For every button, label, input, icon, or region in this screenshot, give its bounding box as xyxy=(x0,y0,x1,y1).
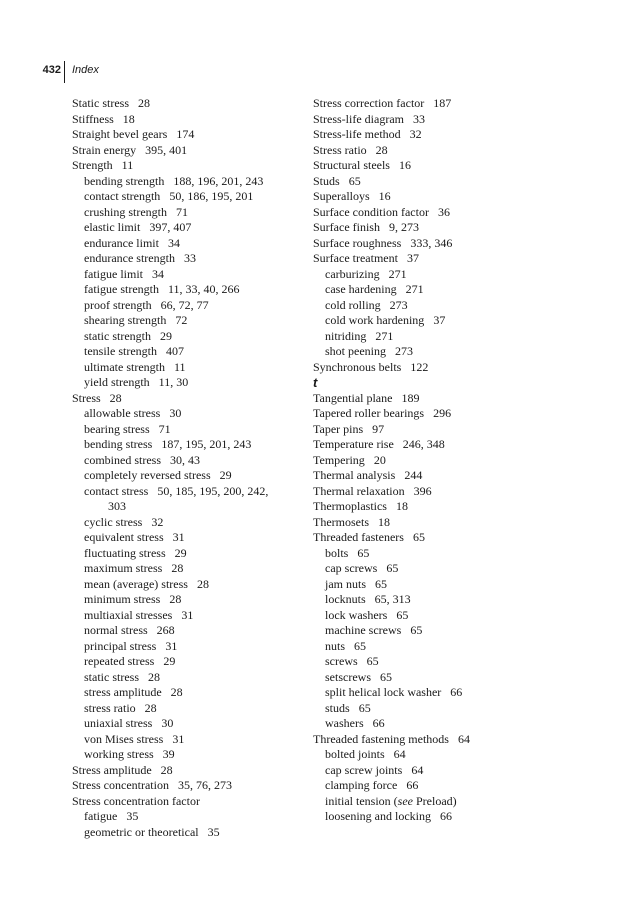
index-entry xyxy=(313,515,563,531)
page-refs: 39 xyxy=(162,747,175,761)
index-entry xyxy=(313,251,563,267)
page-refs: 28 xyxy=(171,561,184,575)
index-subentry xyxy=(313,546,563,562)
page-refs: 29 xyxy=(159,328,172,343)
index-term: von Mises stress xyxy=(84,731,164,746)
page-refs: 50, 185, 195, 200, 242, xyxy=(157,483,269,498)
index-term: Surface treatment xyxy=(313,251,398,265)
index-term: contact strength xyxy=(84,189,161,203)
index-subentry xyxy=(72,701,302,717)
index-entry xyxy=(313,391,563,407)
page-refs: 395, 401 xyxy=(145,142,188,157)
index-subentry xyxy=(72,530,302,546)
index-entry xyxy=(313,437,563,453)
index-subentry xyxy=(72,205,302,221)
index-term: bolts xyxy=(325,545,349,560)
page-refs: 273 xyxy=(395,344,413,358)
index-term: shot peening xyxy=(325,344,386,358)
index-term: static stress xyxy=(84,669,139,684)
index-term: Temperature rise xyxy=(313,437,394,451)
index-subentry xyxy=(72,437,302,453)
page-refs: 11 xyxy=(121,158,134,172)
index-term: setscrews xyxy=(325,669,371,684)
index-term: principal stress xyxy=(84,638,157,653)
page-refs: 33 xyxy=(183,251,196,265)
index-term: Static stress xyxy=(72,96,129,110)
page-refs: 66 xyxy=(372,716,385,730)
index-term: ultimate strength xyxy=(84,359,165,374)
index-subentry xyxy=(72,592,302,608)
page-refs: 65 xyxy=(396,607,409,622)
index-term: bearing stress xyxy=(84,421,150,436)
page-refs: 64 xyxy=(393,747,406,761)
page-refs: 66 xyxy=(450,685,463,699)
page-refs: 31 xyxy=(165,638,178,653)
section-title: Index xyxy=(72,64,99,76)
index-term: locknuts xyxy=(325,592,366,606)
index-term: Tempering xyxy=(313,452,365,467)
index-subentry xyxy=(313,592,563,608)
page-refs: 28 xyxy=(375,142,388,157)
page-refs: 30, 43 xyxy=(170,452,200,467)
page-refs: 18 xyxy=(122,111,135,126)
index-entry xyxy=(72,158,302,174)
index-term: Stress concentration factor xyxy=(72,793,200,808)
index-term: clamping force xyxy=(325,778,398,792)
page-refs: 122 xyxy=(410,359,429,374)
page-refs: 32 xyxy=(409,127,422,141)
page-refs: 97 xyxy=(372,421,385,436)
index-term: Stress ratio xyxy=(313,142,367,157)
index-entry xyxy=(72,112,302,128)
index-subentry xyxy=(72,654,302,670)
page-refs: 65 xyxy=(386,561,399,575)
index-term: contact stress xyxy=(84,483,149,498)
index-entry xyxy=(313,236,563,252)
index-term: cap screw joints xyxy=(325,762,403,777)
page-number: 432 xyxy=(42,64,61,76)
index-subentry xyxy=(72,577,302,593)
index-term: proof strength xyxy=(84,297,152,312)
index-term: Stress correction factor xyxy=(313,96,425,110)
index-subentry xyxy=(313,561,563,577)
page-refs: 33 xyxy=(412,111,425,126)
page-refs: 31 xyxy=(172,530,185,544)
index-term: initial tension ( xyxy=(325,793,398,808)
index-term: loosening and locking xyxy=(325,809,431,823)
index-term: t xyxy=(313,375,318,390)
index-entry xyxy=(313,96,563,112)
page-refs: 71 xyxy=(158,421,171,436)
index-term: stress amplitude xyxy=(84,685,162,699)
page-refs: 187, 195, 201, 243 xyxy=(161,437,252,451)
index-entry xyxy=(313,422,563,438)
index-term: minimum stress xyxy=(84,592,161,606)
index-subentry xyxy=(313,809,563,825)
index-subentry xyxy=(72,406,302,422)
index-term: Superalloys xyxy=(313,189,370,203)
page-refs: 271 xyxy=(388,266,407,281)
see-target: Preload) xyxy=(412,793,457,808)
page-refs: 16 xyxy=(378,189,391,203)
index-subentry xyxy=(72,344,302,360)
index-term: Synchronous belts xyxy=(313,359,402,374)
index-subentry xyxy=(313,282,563,298)
page-refs: 187 xyxy=(433,96,452,110)
index-subentry xyxy=(313,623,563,639)
page-refs: 35, 76, 273 xyxy=(177,778,232,792)
index-subentry xyxy=(313,685,563,701)
page-refs: 35 xyxy=(126,809,139,823)
index-term: cold rolling xyxy=(325,297,381,312)
index-entry xyxy=(313,453,563,469)
index-subentry xyxy=(72,825,302,841)
index-term: mean (average) stress xyxy=(84,576,188,591)
index-term: Thermal analysis xyxy=(313,468,396,482)
index-entry xyxy=(313,530,563,546)
index-term: cyclic stress xyxy=(84,514,143,529)
index-term: washers xyxy=(325,716,364,730)
index-entry xyxy=(313,468,563,484)
index-term: studs xyxy=(325,700,350,715)
index-subentry xyxy=(72,313,302,329)
index-term: combined stress xyxy=(84,452,161,467)
page-refs: 65 xyxy=(412,530,425,544)
page-refs: 36 xyxy=(437,204,450,219)
index-subentry xyxy=(313,778,563,794)
page-refs: 28 xyxy=(138,96,150,110)
index-entry xyxy=(72,143,302,159)
index-entry xyxy=(72,794,302,810)
index-term: completely reversed stress xyxy=(84,468,211,482)
index-term: fatigue limit xyxy=(84,266,143,281)
index-entry xyxy=(313,112,563,128)
index-subentry xyxy=(72,282,302,298)
page-refs: 65 xyxy=(357,545,370,560)
index-term: endurance limit xyxy=(84,235,159,250)
index-subentry xyxy=(72,189,302,205)
page-refs: 28 xyxy=(109,390,122,405)
index-entry xyxy=(72,778,302,794)
index-term: Structural steels xyxy=(313,158,390,172)
page-refs: 28 xyxy=(169,592,182,606)
page-refs: 65 xyxy=(358,700,371,715)
index-entry xyxy=(72,127,302,143)
index-term: bolted joints xyxy=(325,747,385,761)
page-refs: 50, 186, 195, 201 xyxy=(169,189,254,203)
index-term: static strength xyxy=(84,328,151,343)
page-refs: 29 xyxy=(163,654,176,668)
index-term: Surface condition factor xyxy=(313,204,429,219)
page-refs: 246, 348 xyxy=(402,437,445,451)
index-term: Surface finish xyxy=(313,220,380,234)
index-entry xyxy=(72,391,302,407)
page-refs: 65 xyxy=(348,173,361,188)
page-refs: 20 xyxy=(373,452,386,467)
index-term: uniaxial stress xyxy=(84,716,153,730)
page-refs: 396 xyxy=(413,483,432,498)
index-subentry xyxy=(72,623,302,639)
index-entry xyxy=(313,406,563,422)
index-subentry xyxy=(72,468,302,484)
index-term: stress ratio xyxy=(84,700,136,715)
index-term: working stress xyxy=(84,747,154,761)
page-refs: 11, 30 xyxy=(158,375,189,389)
see-reference: see xyxy=(397,793,413,808)
page-refs: 65, 313 xyxy=(374,592,411,606)
page-refs: 271 xyxy=(375,328,394,343)
index-term: bending strength xyxy=(84,173,165,188)
index-term: multiaxial stresses xyxy=(84,607,173,622)
index-subentry xyxy=(72,685,302,701)
index-term: Studs xyxy=(313,173,340,188)
page-refs: 28 xyxy=(170,685,183,699)
index-term: Strength xyxy=(72,158,113,172)
index-subentry xyxy=(72,732,302,748)
page-refs: 9, 273 xyxy=(388,220,419,234)
page-refs: 66, 72, 77 xyxy=(160,297,209,312)
index-subentry xyxy=(72,639,302,655)
index-term: fatigue strength xyxy=(84,282,159,296)
page-refs: 28 xyxy=(160,762,173,777)
index-subentry xyxy=(313,267,563,283)
index-term: Stress xyxy=(72,390,101,405)
index-term: equivalent stress xyxy=(84,530,164,544)
index-subentry xyxy=(72,298,302,314)
index-entry xyxy=(313,189,563,205)
page-refs: 72 xyxy=(175,313,188,327)
index-term: Stiffness xyxy=(72,111,114,126)
index-letter-heading xyxy=(313,375,563,391)
index-subentry xyxy=(313,794,563,810)
page-refs: 64 xyxy=(411,762,424,777)
index-subentry xyxy=(72,251,302,267)
page-refs: 66 xyxy=(406,778,419,792)
index-entry xyxy=(313,499,563,515)
index-entry xyxy=(72,96,302,112)
page-refs: 65 xyxy=(354,638,367,653)
index-term: Thermosets xyxy=(313,514,369,529)
page-refs: 65 xyxy=(375,576,387,591)
index-subentry xyxy=(72,422,302,438)
page-refs: 16 xyxy=(398,158,411,172)
page-refs: 271 xyxy=(405,282,424,296)
index-term: Tangential plane xyxy=(313,390,393,405)
page-refs: 32 xyxy=(151,514,164,529)
index-subentry xyxy=(72,546,302,562)
index-subentry xyxy=(313,747,563,763)
index-term: normal stress xyxy=(84,623,148,637)
index-subentry xyxy=(72,267,302,283)
index-term: fatigue xyxy=(84,809,118,823)
index-term: tensile strength xyxy=(84,344,157,358)
index-subentry xyxy=(313,329,563,345)
index-subentry xyxy=(72,484,302,500)
index-subentry xyxy=(72,375,302,391)
page-refs: 273 xyxy=(389,297,408,312)
index-term: Stress amplitude xyxy=(72,762,152,777)
index-subentry xyxy=(313,608,563,624)
index-term: repeated stress xyxy=(84,654,155,668)
index-subentry xyxy=(313,344,563,360)
index-subentry xyxy=(72,329,302,345)
index-subentry xyxy=(72,174,302,190)
page-refs: 407 xyxy=(165,344,184,358)
index-subentry xyxy=(313,577,563,593)
index-term: Thermal relaxation xyxy=(313,483,405,498)
page-refs: 189 xyxy=(401,390,420,405)
index-subentry xyxy=(72,747,302,763)
page-refs: 37 xyxy=(433,313,446,327)
index-term: yield strength xyxy=(84,375,150,389)
page-refs: 28 xyxy=(144,700,157,715)
index-entry xyxy=(313,484,563,500)
page-refs: 34 xyxy=(167,235,180,250)
index-term: fluctuating stress xyxy=(84,545,166,560)
index-term: shearing strength xyxy=(84,313,167,327)
header-divider xyxy=(64,61,65,83)
index-term: split helical lock washer xyxy=(325,685,442,699)
index-entry xyxy=(313,143,563,159)
index-entry xyxy=(313,127,563,143)
index-entry xyxy=(72,763,302,779)
index-subentry xyxy=(313,716,563,732)
index-subentry xyxy=(313,654,563,670)
index-term: machine screws xyxy=(325,623,402,637)
page-refs: 11 xyxy=(173,359,186,374)
page-refs: 71 xyxy=(176,204,188,219)
index-term: 303 xyxy=(108,499,126,513)
index-term: geometric or theoretical xyxy=(84,824,199,839)
index-term: Threaded fastening methods xyxy=(313,731,449,746)
index-subentry xyxy=(72,515,302,531)
page-refs: 29 xyxy=(219,468,232,482)
page-refs: 11, 33, 40, 266 xyxy=(167,282,240,296)
page-refs: 35 xyxy=(207,824,220,839)
index-term: allowable stress xyxy=(84,406,161,420)
index-term: Strain energy xyxy=(72,142,137,157)
index-term: Tapered roller bearings xyxy=(313,406,425,420)
index-term: jam nuts xyxy=(325,576,366,591)
index-term: screws xyxy=(325,654,358,668)
page-refs: 37 xyxy=(406,251,419,265)
page-refs: 31 xyxy=(181,607,194,622)
page-refs: 34 xyxy=(152,266,164,281)
page-refs: 65 xyxy=(410,623,423,637)
page-refs: 28 xyxy=(148,669,160,684)
index-entry xyxy=(313,220,563,236)
index-entry xyxy=(313,205,563,221)
index-term: cap screws xyxy=(325,561,378,575)
page-refs: 30 xyxy=(161,716,174,730)
page-refs: 30 xyxy=(169,406,182,420)
index-term: Threaded fasteners xyxy=(313,530,404,544)
index-term: elastic limit xyxy=(84,220,141,234)
index-subentry xyxy=(72,236,302,252)
index-subentry xyxy=(313,701,563,717)
index-subentry xyxy=(72,453,302,469)
index-term: lock washers xyxy=(325,607,388,622)
page-refs: 66 xyxy=(439,809,452,823)
index-term: nuts xyxy=(325,638,346,653)
page-refs: 188, 196, 201, 243 xyxy=(173,173,264,188)
index-term: endurance strength xyxy=(84,251,175,265)
index-term: maximum stress xyxy=(84,561,163,575)
index-term: carburizing xyxy=(325,266,380,281)
page-refs: 333, 346 xyxy=(410,235,453,250)
index-column-right xyxy=(313,96,563,825)
index-entry xyxy=(313,174,563,190)
page-refs: 31 xyxy=(172,731,185,746)
index-subentry xyxy=(72,608,302,624)
index-term: Thermoplastics xyxy=(313,499,387,513)
page-refs: 397, 407 xyxy=(149,220,192,234)
page-refs: 296 xyxy=(433,406,452,420)
index-entry xyxy=(313,360,563,376)
index-term: Stress-life method xyxy=(313,127,401,141)
index-subentry xyxy=(72,360,302,376)
index-subentry xyxy=(72,670,302,686)
page-refs: 29 xyxy=(174,545,187,560)
index-term: crushing strength xyxy=(84,204,167,219)
index-term: nitriding xyxy=(325,328,367,343)
index-term: Surface roughness xyxy=(313,235,402,250)
index-subentry xyxy=(313,763,563,779)
page-refs: 64 xyxy=(457,731,470,746)
index-subentry xyxy=(313,313,563,329)
index-entry xyxy=(313,732,563,748)
index-subentry xyxy=(72,561,302,577)
index-term: Stress concentration xyxy=(72,778,169,792)
index-term: Stress-life diagram xyxy=(313,111,404,126)
index-subentry xyxy=(313,639,563,655)
index-term: Taper pins xyxy=(313,421,364,436)
index-entry xyxy=(313,158,563,174)
index-term: cold work hardening xyxy=(325,313,425,327)
index-column-left xyxy=(72,96,302,840)
page-refs: 174 xyxy=(176,127,195,141)
index-continuation xyxy=(72,499,302,515)
index-subentry xyxy=(72,809,302,825)
index-term: Straight bevel gears xyxy=(72,127,168,141)
page-refs: 268 xyxy=(156,623,175,637)
index-subentry xyxy=(313,298,563,314)
page-refs: 18 xyxy=(395,499,408,513)
index-subentry xyxy=(72,716,302,732)
index-subentry xyxy=(313,670,563,686)
page-refs: 244 xyxy=(404,468,423,482)
index-subentry xyxy=(72,220,302,236)
page-refs: 65 xyxy=(379,669,392,684)
page-refs: 28 xyxy=(196,576,209,591)
index-term: case hardening xyxy=(325,282,397,296)
index-term: bending stress xyxy=(84,437,153,451)
page-refs: 18 xyxy=(378,514,390,529)
page-refs: 65 xyxy=(366,654,379,668)
